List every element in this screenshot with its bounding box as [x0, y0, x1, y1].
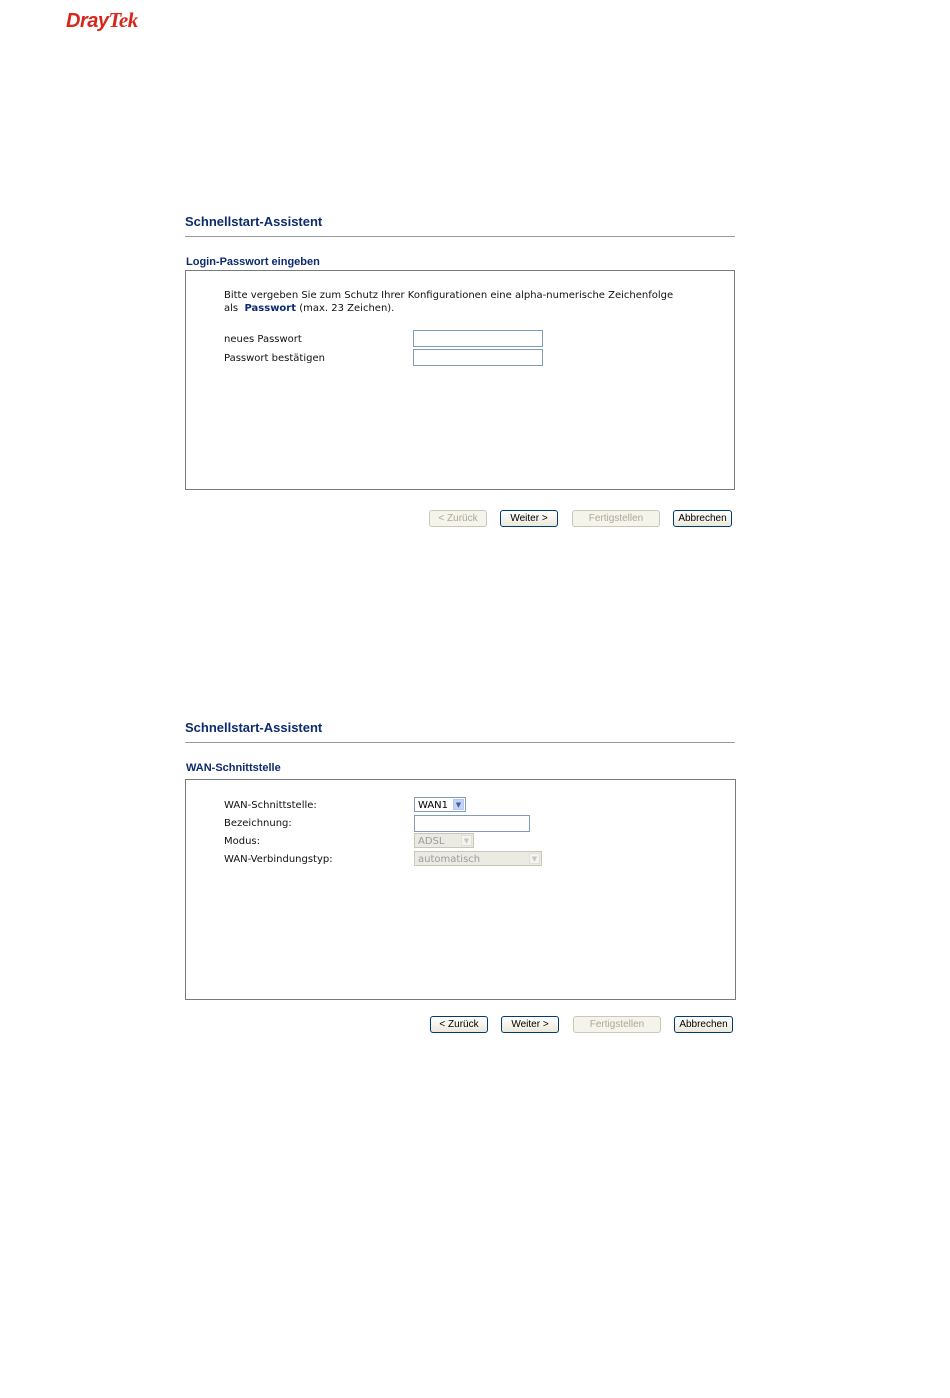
- mode-value: ADSL: [418, 836, 445, 847]
- finish-button[interactable]: Fertigstellen: [572, 510, 660, 527]
- wizard-title: Schnellstart-Assistent: [185, 214, 323, 229]
- chevron-down-icon: ▼: [453, 799, 464, 810]
- connection-type-label: WAN-Verbindungstyp:: [224, 854, 333, 865]
- intro-suffix: (max. 23 Zeichen).: [299, 303, 395, 314]
- step-title: WAN-Schnittstelle: [186, 762, 281, 774]
- name-input[interactable]: [414, 815, 530, 832]
- intro-password-word: Passwort: [244, 303, 297, 314]
- new-password-input[interactable]: [413, 330, 543, 347]
- logo-part2: Tek: [108, 8, 138, 32]
- wan-interface-select[interactable]: [414, 797, 466, 812]
- next-button[interactable]: Weiter >: [500, 510, 558, 527]
- intro-text-line1: Bitte vergeben Sie zum Schutz Ihrer Konfigurationen eine alpha-numerische Zeichenfolge: [224, 290, 674, 301]
- confirm-password-input[interactable]: [413, 349, 543, 366]
- mode-label: Modus:: [224, 836, 261, 847]
- connection-type-select[interactable]: [414, 851, 542, 866]
- logo-part1: Dray: [66, 10, 109, 32]
- chevron-down-icon: ▼: [461, 835, 472, 846]
- wizard-title: Schnellstart-Assistent: [185, 720, 323, 735]
- chevron-down-icon: ▼: [529, 853, 540, 864]
- wan-interface-label: WAN-Schnittstelle:: [224, 800, 317, 811]
- title-divider: [185, 742, 735, 743]
- draytek-logo: [66, 8, 138, 33]
- new-password-label: neues Passwort: [224, 334, 302, 345]
- connection-type-value: automatisch: [418, 854, 481, 865]
- cancel-button[interactable]: Abbrechen: [674, 1016, 733, 1033]
- back-button[interactable]: < Zurück: [429, 510, 487, 527]
- finish-button[interactable]: Fertigstellen: [573, 1016, 661, 1033]
- intro-text-line2: [224, 302, 394, 315]
- cancel-button[interactable]: Abbrechen: [673, 510, 732, 527]
- step-title: Login-Passwort eingeben: [186, 256, 320, 268]
- mode-select[interactable]: [414, 833, 474, 848]
- wan-interface-value: WAN1: [418, 800, 449, 811]
- back-button[interactable]: < Zurück: [430, 1016, 488, 1033]
- wan-panel: [185, 779, 736, 1000]
- confirm-password-label: Passwort bestätigen: [224, 353, 325, 364]
- next-button[interactable]: Weiter >: [501, 1016, 559, 1033]
- title-divider: [185, 236, 735, 237]
- wizard-password-section: [185, 214, 735, 534]
- wizard-wan-section: [185, 720, 735, 1040]
- intro-prefix: als: [224, 303, 239, 314]
- name-label: Bezeichnung:: [224, 818, 292, 829]
- password-panel: [185, 270, 735, 490]
